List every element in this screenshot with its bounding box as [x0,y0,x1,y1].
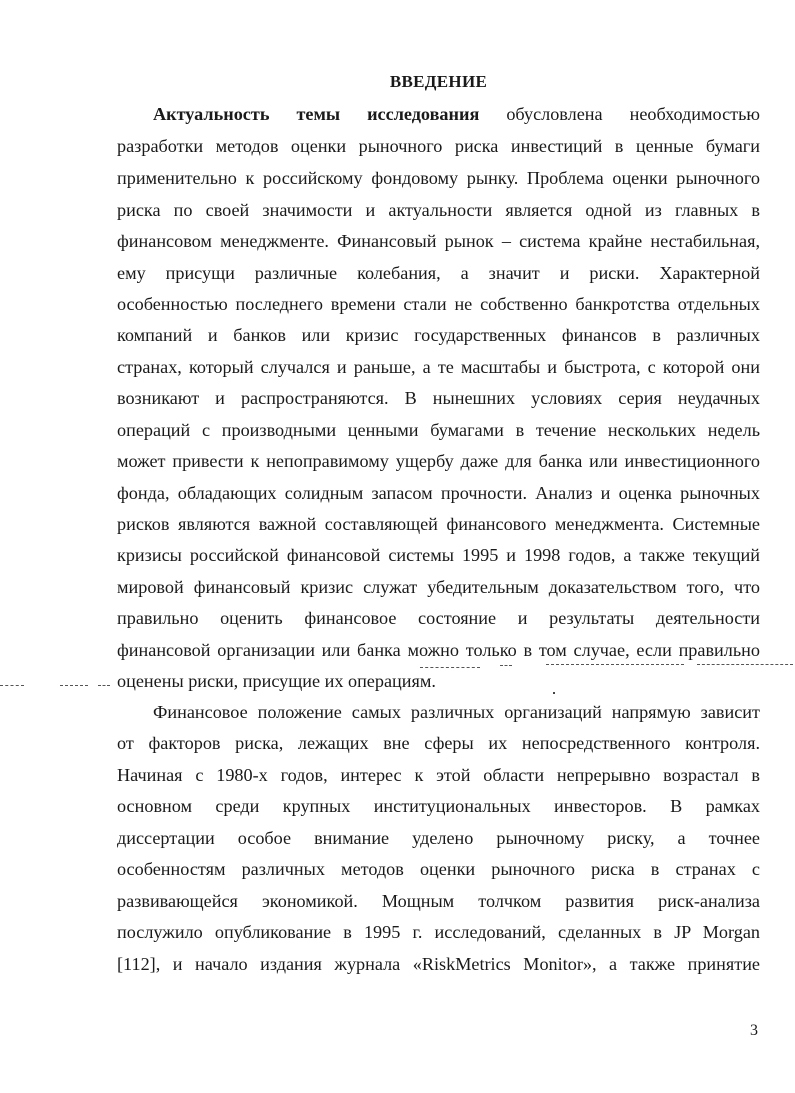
text-line: ему присущи различные колебания, а значит и риски. Характерной [117,263,760,283]
lead-rest-text: обусловлена необходимостью [479,104,760,124]
scan-artifact-dash [697,664,793,666]
text-line: применительно к российскому фондовому рынку. Проблема оценки рыночного [117,168,760,188]
text-line: риска по своей значимости и актуальности является одной из главных в [117,200,760,220]
scan-artifact-dash [60,685,88,687]
text-line: операций с производными ценными бумагами в течение нескольких недель [117,420,760,440]
section-heading: ВВЕДЕНИЕ [389,72,488,91]
text-line: основном среди крупных институциональных инвесторов. В рамках [117,796,760,816]
lead-bold-text: Актуальность темы исследования [153,104,480,124]
scan-artifact-dash [98,685,110,687]
text-line: возникают и распространяются. В нынешних условиях серия неудачных [117,388,760,408]
text-line: Начиная с 1980-х годов, интерес к этой области непрерывно возрастал в [117,765,760,785]
text-line: финансовой организации или банка можно только в том случае, если правильно [117,640,760,660]
page-number: 3 [750,1022,758,1039]
scan-artifact-dash [546,664,684,666]
text-line: может привести к непоправимому ущербу даже для банка или инвестиционного [117,451,760,471]
text-line: фонда, обладающих солидным запасом прочности. Анализ и оценка рыночных [117,483,760,503]
scan-artifact-dash [0,685,24,687]
text-line: правильно оценить финансовое состояние и результаты деятельности [117,608,760,628]
scan-artifact-dot [553,692,555,694]
text-line: особенностью последнего времени стали не собственно банкротства отдельных [117,294,760,314]
text-line: диссертации особое внимание уделено рыночному риску, а точнее [117,828,760,848]
text-line: послужило опубликование в 1995 г. исследований, сделанных в JP Morgan [117,922,760,942]
text-line: развивающейся экономикой. Мощным толчком развития риск-анализа [117,891,760,911]
scan-artifact-dash [500,665,512,667]
text-line: Финансовое положение самых различных организаций напрямую зависит [153,702,760,722]
text-line: компаний и банков или кризис государственных финансов в различных [117,325,760,345]
scan-artifact-dash [420,667,480,669]
text-line: странах, который случался и раньше, а те масштабы и быстрота, с которой они [117,357,760,377]
text-line: финансовом менеджменте. Финансовый рынок – система крайне нестабильная, [117,231,760,251]
text-line: особенностям различных методов оценки рыночного риска в странах с [117,859,760,879]
text-line: оценены риски, присущие их операциям. [117,671,436,691]
text-line: мировой финансовый кризис служат убедительным доказательством того, что [117,577,760,597]
text-line: кризисы российской финансовой системы 1995 и 1998 годов, а также текущий [117,545,760,565]
text-line: разработки методов оценки рыночного риска инвестиций в ценные бумаги [117,136,760,156]
text-line: от факторов риска, лежащих вне сферы их непосредственного контроля. [117,733,760,753]
paragraph-1-lead-line [153,102,760,126]
text-line: [112], и начало издания журнала «RiskMetrics Monitor», а также принятие [117,954,760,974]
text-line: рисков являются важной составляющей финансового менеджмента. Системные [117,514,760,534]
